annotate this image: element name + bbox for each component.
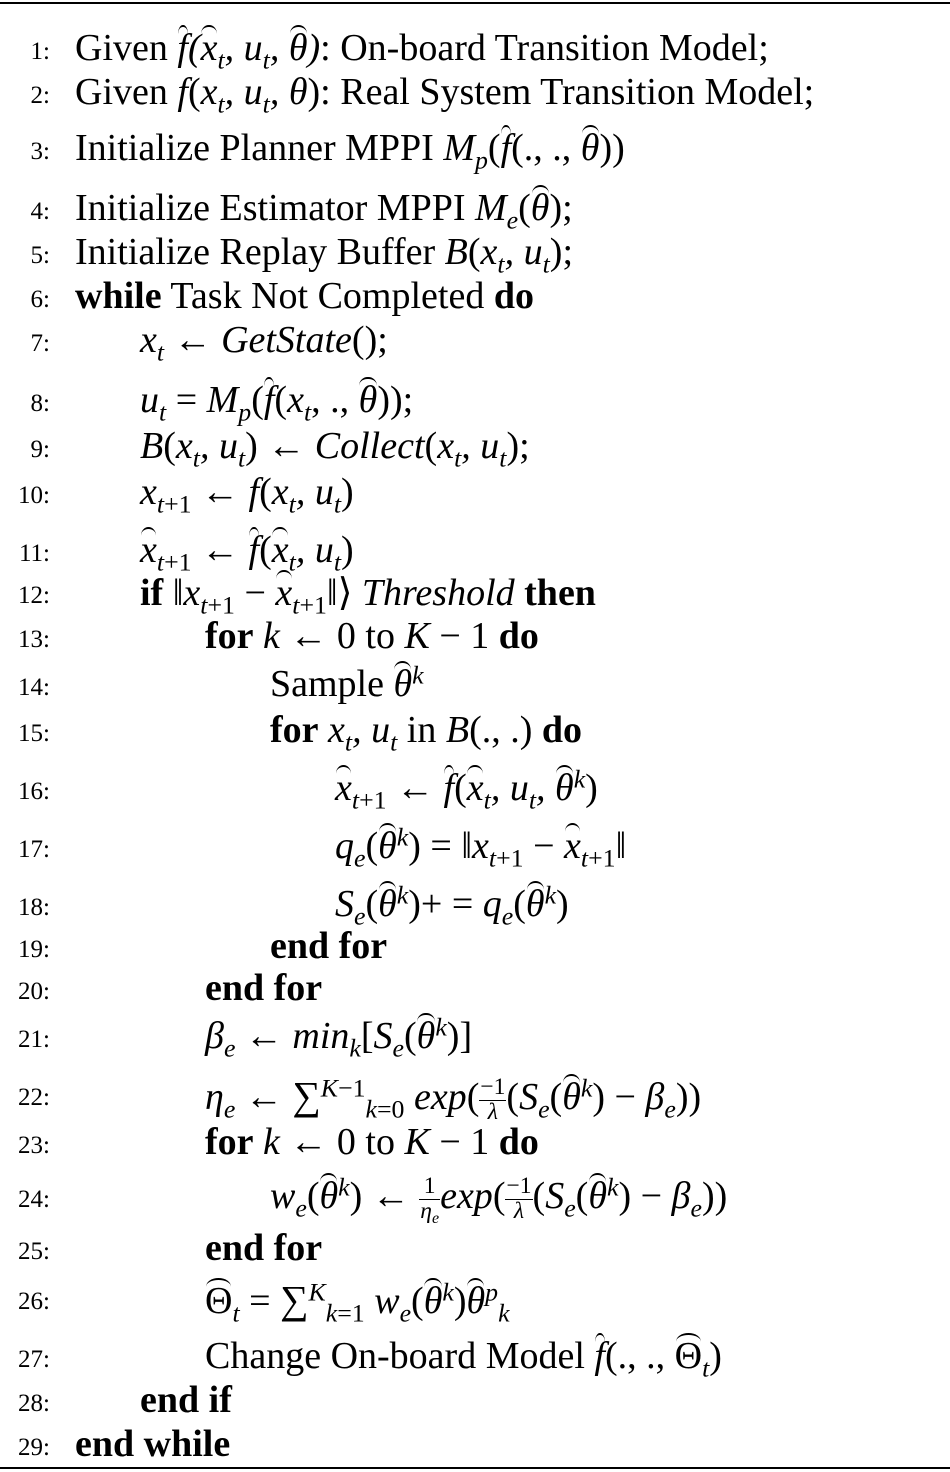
line-content: for k ← 0 to K − 1 do xyxy=(205,615,539,657)
line-number: 4: xyxy=(30,198,50,225)
line-content: end for xyxy=(205,967,323,1009)
line-number: 7: xyxy=(30,330,50,357)
line-content: Given $f(x_t$, $u_t$, θ): Real System Transition Model; xyxy=(75,71,815,119)
line-number: 17: xyxy=(18,836,50,863)
algorithm-line xyxy=(0,1378,950,1422)
line-content: for k ← 0 to K − 1 do xyxy=(205,1121,539,1163)
algorithm-line xyxy=(0,1422,950,1466)
algorithm-line xyxy=(0,708,950,757)
line-number: 15: xyxy=(18,720,50,747)
line-number: 25: xyxy=(18,1238,50,1265)
algorithm-line xyxy=(0,1120,950,1164)
line-content: if $‖x_{t+1}$ − $x_{t+1}‖⟩$ Threshold then xyxy=(140,572,596,620)
line-content: end while xyxy=(75,1423,231,1465)
algorithm-line xyxy=(0,126,950,175)
line-content: $B(x_t$, $u_t$) ← $Collect(x_t$, $u_t$); xyxy=(140,425,530,473)
line-content: $x_{t+1}$ ← $f(x_t$, $u_t$, $\theta^k$) xyxy=(335,764,598,815)
algorithm-line xyxy=(0,1172,950,1227)
line-content: $\beta_e$ ← $\min_k[S_e(\theta^k)]$ xyxy=(205,1012,473,1063)
line-content: end for xyxy=(270,925,388,967)
line-content: $w_e(\theta^k)$ ← $\frac{1}{\eta_e}$ exp( $\frac{-1}{\lambda}$ $(S_e(\theta^k) - \beta_e)$) xyxy=(270,1172,728,1227)
algorithm-line xyxy=(0,378,950,427)
algorithm-line xyxy=(0,880,950,931)
line-content: $u_t = M_p(f(x_t$, ., θ)); xyxy=(140,379,414,427)
algorithm-line xyxy=(0,822,950,873)
line-content: $x_t$ ← GetState(); xyxy=(140,319,388,367)
line-number: 3: xyxy=(30,138,50,165)
line-number: 29: xyxy=(18,1434,50,1461)
algorithm-line xyxy=(0,1012,950,1063)
line-number: 9: xyxy=(30,436,50,463)
line-content: $\Theta_t = \sum^K_{k=1}$ $w_e(\theta^k)\theta^p_k$ xyxy=(205,1277,510,1328)
algorithm-line xyxy=(0,966,950,1010)
algorithm-line xyxy=(0,186,950,235)
line-number: 19: xyxy=(18,936,50,963)
line-number: 23: xyxy=(18,1132,50,1159)
line-content: $\eta_e$ ← ∑$^{K-1}_{k=0}$ exp( $\frac{-1}{\lambda}$ $(S_e(\theta^k) - \beta_e)$) xyxy=(205,1073,702,1125)
line-number: 26: xyxy=(18,1288,50,1315)
algorithm-line xyxy=(0,924,950,968)
line-number: 2: xyxy=(30,82,50,109)
line-number: 28: xyxy=(18,1390,50,1417)
line-content: Change On-board Model f(., ., $\Theta_t$) xyxy=(205,1335,722,1383)
line-content: Given $f(x_t$, $u_t$, θ): On-board Transition Model; xyxy=(75,27,769,75)
algorithm-line xyxy=(0,1226,950,1270)
line-content: $S_e(\theta^k)+ = q_e(\theta^k)$ xyxy=(335,880,569,931)
line-number: 16: xyxy=(18,778,50,805)
algorithm-line xyxy=(0,26,950,75)
line-content: Initialize Planner MPPI $M_p(f$(., ., θ)) xyxy=(75,127,625,175)
line-number: 10: xyxy=(18,482,50,509)
line-number: 22: xyxy=(18,1084,50,1111)
algorithm-line xyxy=(0,230,950,279)
line-number: 20: xyxy=(18,978,50,1005)
line-number: 5: xyxy=(30,242,50,269)
algorithm-line xyxy=(0,424,950,473)
line-content: Initialize Replay Buffer $B(x_t$, $u_t$); xyxy=(75,231,574,279)
algorithm-line xyxy=(0,614,950,658)
bottom-rule xyxy=(0,1467,950,1469)
line-content: while Task Not Completed do xyxy=(75,275,534,317)
line-content: for $x_t$, $u_t$ in B(., .) do xyxy=(270,709,583,757)
algorithm-line xyxy=(0,70,950,119)
algorithm-line xyxy=(0,764,950,815)
algorithm-line xyxy=(0,528,950,577)
line-number: 21: xyxy=(18,1026,50,1053)
line-number: 27: xyxy=(18,1346,50,1373)
line-content: end for xyxy=(205,1227,323,1269)
line-content: end if xyxy=(140,1379,232,1421)
algorithm-line xyxy=(0,274,950,318)
line-number: 11: xyxy=(18,540,50,567)
line-number: 6: xyxy=(30,286,50,313)
line-number: 12: xyxy=(18,582,50,609)
algorithm-line xyxy=(0,1334,950,1383)
line-content: Initialize Estimator MPPI $M_e(\theta)$; xyxy=(75,187,573,235)
algorithm-line xyxy=(0,318,950,367)
line-content: $x_{t+1}$ ← $f(x_t$, $u_t$) xyxy=(140,529,354,577)
line-content: $x_{t+1}$ ← $f(x_t$, $u_t$) xyxy=(140,471,354,519)
algorithm-line xyxy=(0,1276,950,1328)
line-number: 1: xyxy=(30,38,50,65)
algorithm-line xyxy=(0,570,950,620)
line-number: 8: xyxy=(30,390,50,417)
line-number: 14: xyxy=(18,674,50,701)
algorithm-line xyxy=(0,1072,950,1125)
line-content: Sample $\theta^k$ xyxy=(270,660,424,705)
line-number: 13: xyxy=(18,626,50,653)
algorithm-line xyxy=(0,470,950,519)
algorithm-line xyxy=(0,662,950,706)
line-content: $q_e(\theta^k)$ = $‖x_{t+1}$ − $x_{t+1}‖$ xyxy=(335,822,627,873)
line-number: 24: xyxy=(18,1186,50,1213)
line-number: 18: xyxy=(18,894,50,921)
